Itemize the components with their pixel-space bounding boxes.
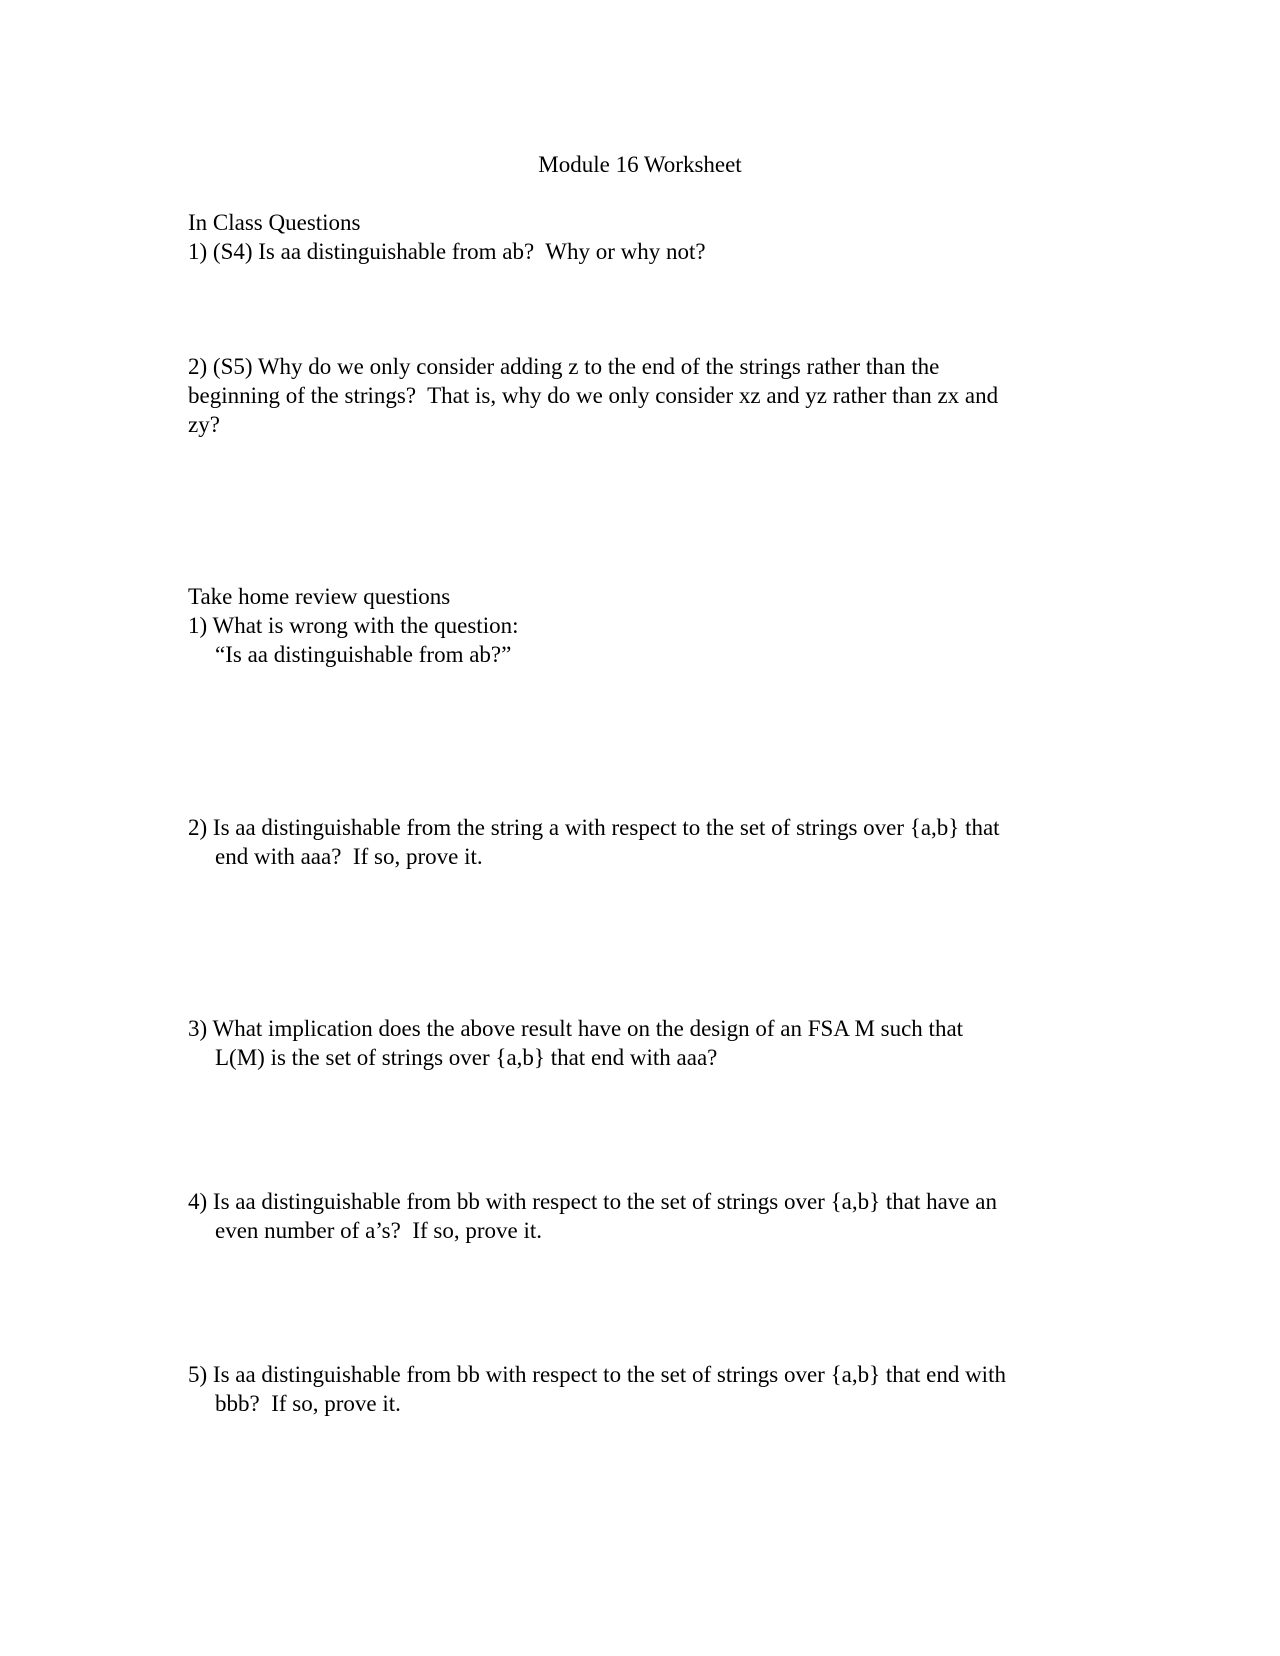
in-class-question-2-line-2: beginning of the strings? That is, why do we only consider xz and yz rather than zx and: [188, 383, 999, 408]
take-home-question-4-line-1: 4) Is aa distinguishable from bb with respect to the set of strings over {a,b} that have an: [188, 1189, 997, 1214]
take-home-question-1-line-2: “Is aa distinguishable from ab?”: [215, 642, 512, 667]
in-class-question-1: 1) (S4) Is aa distinguishable from ab? Why or why not?: [188, 239, 706, 264]
take-home-question-2-line-1: 2) Is aa distinguishable from the string a with respect to the set of strings over {a,b} that: [188, 815, 1000, 840]
take-home-question-1-line-1: 1) What is wrong with the question:: [188, 613, 519, 638]
in-class-question-2-line-1: 2) (S5) Why do we only consider adding z to the end of the strings rather than the: [188, 354, 940, 379]
take-home-question-3-line-2: L(M) is the set of strings over {a,b} that end with aaa?: [215, 1045, 718, 1070]
take-home-question-3-line-1: 3) What implication does the above result have on the design of an FSA M such that: [188, 1016, 964, 1041]
page-title: Module 16 Worksheet: [538, 152, 742, 177]
take-home-question-5-line-1: 5) Is aa distinguishable from bb with respect to the set of strings over {a,b} that end with: [188, 1362, 1006, 1387]
in-class-question-2-line-3: zy?: [188, 412, 220, 437]
take-home-question-4-line-2: even number of a’s? If so, prove it.: [215, 1218, 543, 1243]
take-home-question-5-line-2: bbb? If so, prove it.: [215, 1391, 401, 1416]
take-home-question-2-line-2: end with aaa? If so, prove it.: [215, 844, 483, 869]
section-heading-take-home: Take home review questions: [188, 584, 451, 609]
section-heading-in-class: In Class Questions: [188, 210, 361, 235]
